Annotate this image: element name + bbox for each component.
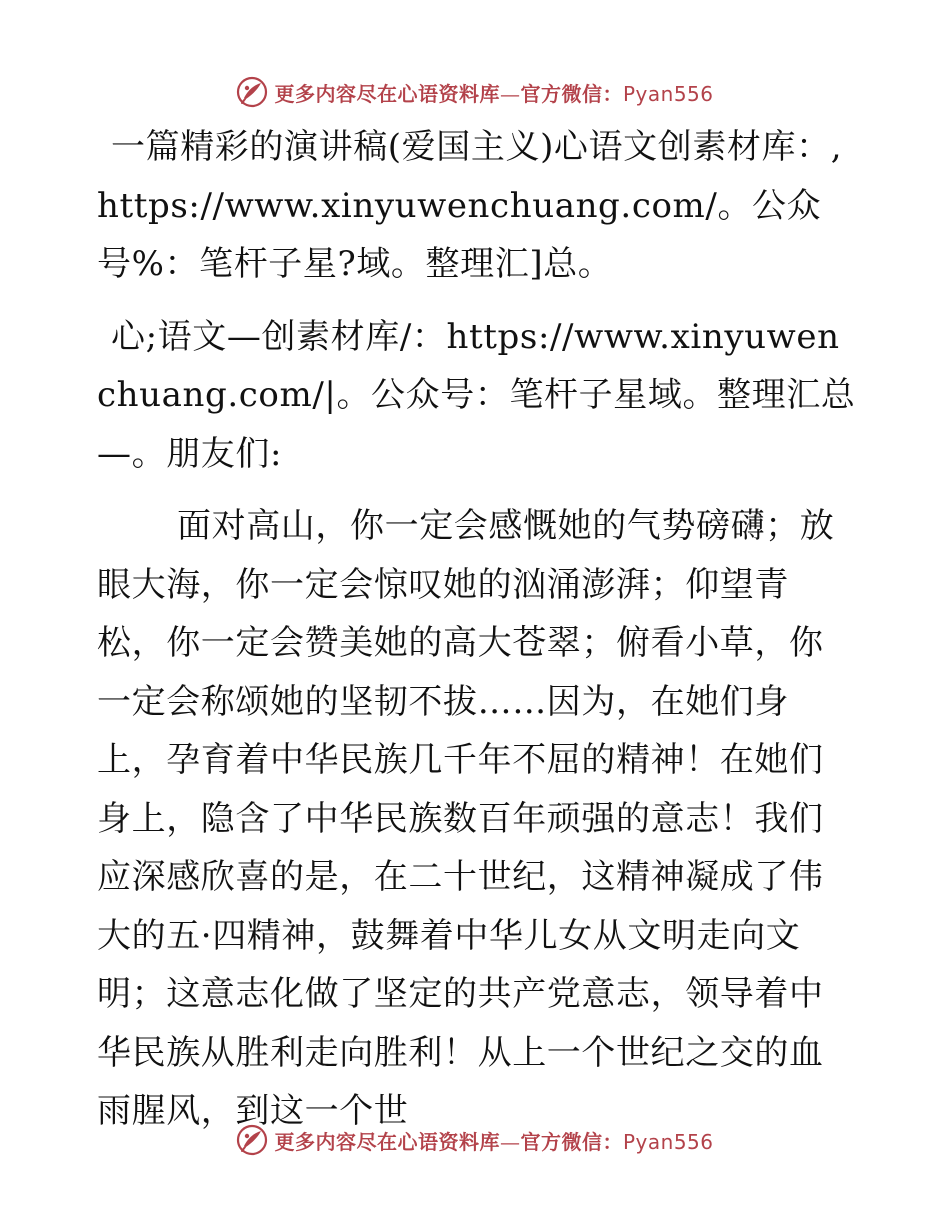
document-body	[97, 118, 857, 1141]
header-site-text: 更多内容尽在心语资料库	[274, 81, 500, 106]
intro-paragraph-1: 一篇精彩的演讲稿(爱国主义)心语文创素材库：,https://www.xinyuwenchuang.com/。公众号%：笔杆子星?域。整理汇]总。	[97, 127, 843, 284]
header-separator: —	[499, 81, 521, 106]
footer-wechat-id: Pyan556	[622, 1129, 714, 1154]
header-banner-text	[274, 78, 713, 107]
footer-banner	[0, 1120, 950, 1160]
quill-logo-icon	[236, 76, 268, 108]
header-wechat-id: Pyan556	[622, 81, 714, 106]
footer-separator: —	[499, 1129, 521, 1154]
body-paragraph: 面对高山，你一定会感慨她的气势磅礴；放眼大海，你一定会惊叹她的汹涌澎湃；仰望青松，你一定会赞美她的高大苍翠；俯看小草，你一定会称颂她的坚韧不拔……因为，在她们身上，孕育着中华民族几千年不屈的精神！在她们身上，隐含了中华民族数百年顽强的意志！我们应深感欣喜的是，在二十世纪，这精神凝成了伟大的五·四精神，鼓舞着中华儿女从文明走向文明；这意志化做了坚定的共产党意志，领导着中华民族从胜利走向胜利！从上一个世纪之交的血雨腥风，到这一个世	[97, 506, 835, 1131]
footer-site-text: 更多内容尽在心语资料库	[274, 1129, 500, 1154]
header-banner	[0, 72, 950, 112]
intro-paragraph-2: 心;语文—创素材库/：https://www.xinyuwenchuang.com/|。公众号：笔杆子星域。整理汇总—。朋友们:	[97, 316, 856, 474]
header-wechat-label: 官方微信：	[520, 81, 623, 106]
footer-banner-text	[274, 1126, 713, 1155]
quill-logo-icon	[236, 1124, 268, 1156]
footer-wechat-label: 官方微信：	[520, 1129, 623, 1154]
